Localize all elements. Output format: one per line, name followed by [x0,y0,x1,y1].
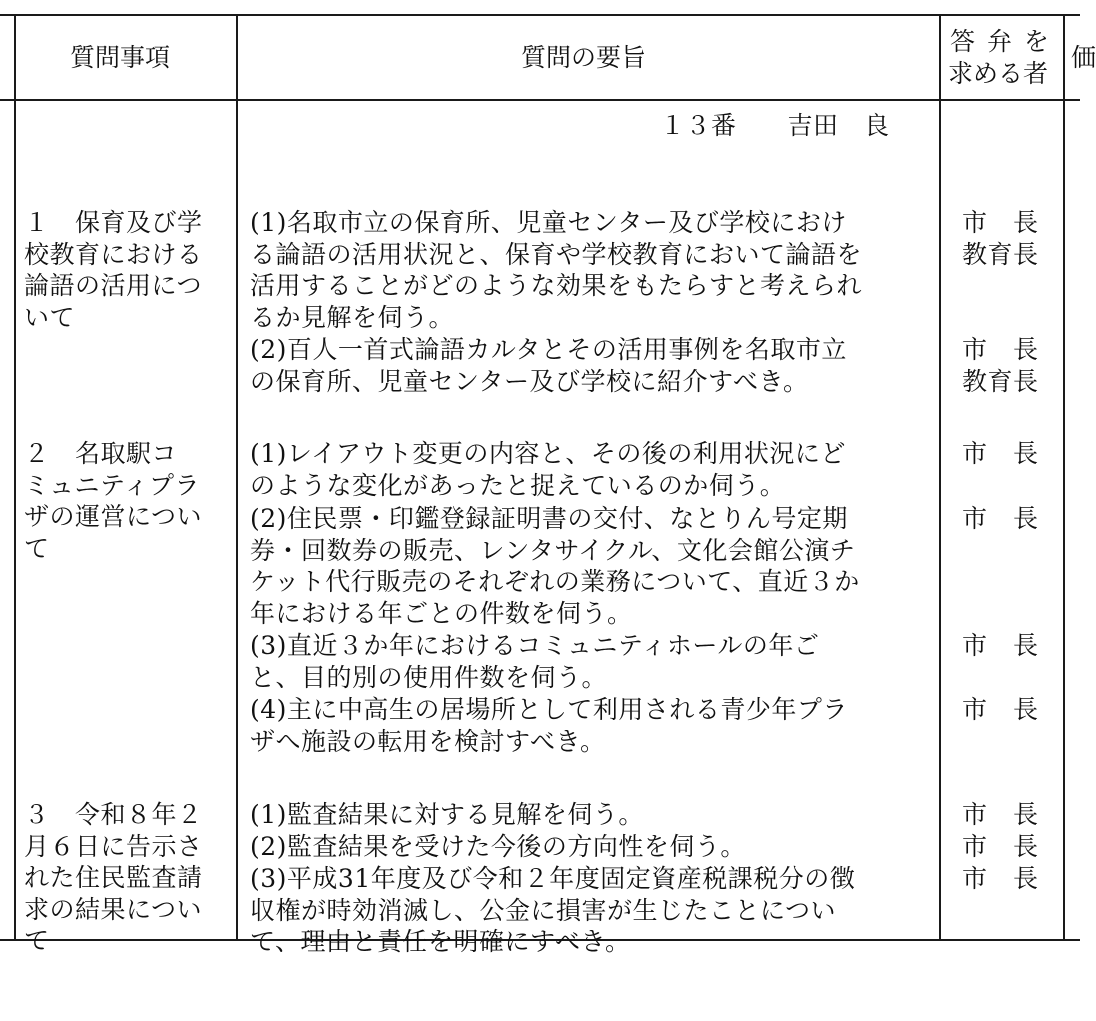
header-col4-partial: 価 [1071,43,1096,72]
item2-sub2-text: (2)住民票・印鑑登録証明書の交付、なとりん号定期 券・回数券の販売、レンタサイクル、文化会館公演チ ケット代行販売のそれぞれの業務について、直近３か 年における年ごとの件数を伺う。 [250,504,860,628]
item2-sub1-respondents: 市 長 [962,439,1039,468]
col-divider-2 [939,14,941,941]
item3-sub2-respondents: 市 長 [962,832,1039,861]
header-question-summary: 質問の要旨 [521,43,647,72]
speaker-label: １３番 吉田 良 [660,111,890,140]
col-divider-1 [236,14,238,941]
header-question-items: 質問事項 [70,43,171,72]
item2-title: ２ 名取駅コ ミュニティプラ ザの運営につい て [24,439,203,563]
item2-sub1-text: (1)レイアウト変更の内容と、その後の利用状況にど のような変化があったと捉えているのか伺う。 [250,439,846,500]
item2-sub2-respondents: 市 長 [962,504,1039,533]
item3-title: ３ 令和８年２ 月６日に告示さ れた住民監査請 求の結果につい て [24,800,203,955]
item1-title: １ 保育及び学 校教育における 論語の活用につ いて [24,208,203,332]
item2-sub4-respondents: 市 長 [962,695,1039,724]
item3-sub1-respondents: 市 長 [962,800,1039,829]
item2-sub3-text: (3)直近３か年におけるコミュニティホールの年ご と、目的別の使用件数を伺う。 [250,631,820,692]
header-bottom-border [0,99,1080,101]
item1-sub1-respondents: 市 長 教育長 [962,208,1039,269]
item1-sub2-respondents: 市 長 教育長 [962,335,1039,396]
item2-sub4-text: (4)主に中高生の居場所として利用される青少年プラ ザへ施設の転用を検討すべき。 [250,695,848,756]
item3-sub2-text: (2)監査結果を受けた今後の方向性を伺う。 [250,832,746,861]
item1-sub2-text: (2)百人一首式論語カルタとその活用事例を名取市立 の保育所、児童センター及び学校に紹介すべき。 [250,335,847,396]
table-top-border [0,14,1080,16]
col-divider-3 [1063,14,1065,941]
header-respondent-line2: 求める者 [948,59,1049,88]
item3-sub3-text: (3)平成31年度及び令和２年度固定資産税課税分の徴 収権が時効消滅し、公金に損害が生じたことについ て、理由と責任を明確にすべき。 [250,864,856,956]
item3-sub1-text: (1)監査結果に対する見解を伺う。 [250,800,644,829]
item3-sub3-respondents: 市 長 [962,864,1039,893]
item2-sub3-respondents: 市 長 [962,631,1039,660]
header-respondent-line1: 答 弁 を [950,27,1051,56]
item1-sub1-text: (1)名取市立の保育所、児童センター及び学校におけ る論語の活用状況と、保育や学校教育において論語を 活用することがどのような効果をもたらすと考えられ るか見解を伺う。 [250,208,863,332]
left-border [14,14,16,941]
